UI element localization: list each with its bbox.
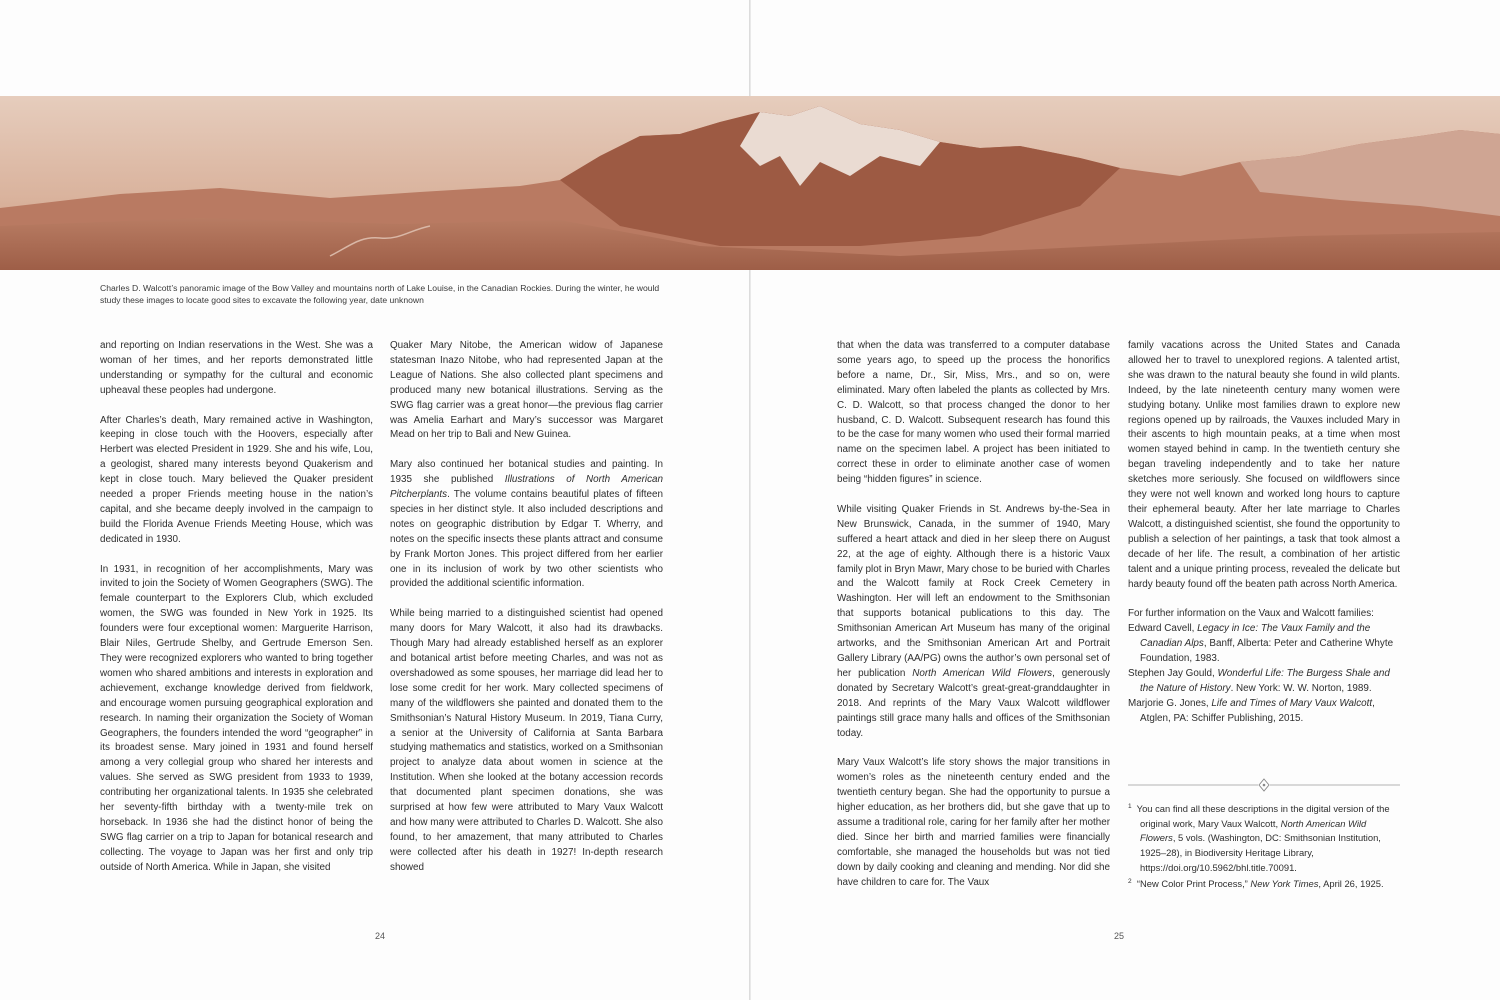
footnote [1128,875,1400,892]
paragraph: and reporting on Indian reservations in the West. She was a woman of her times, and her reports demonstrated little understanding or sympathy for the cultural and economic upheaval these peoples had undergone. [100,340,373,396]
ref-details: . New York: W. W. Norton, 1989. [1230,682,1372,694]
book-title: Illustrations of North American Pitcherplants [390,474,663,501]
reference-item [1128,667,1400,697]
footnote-number: 2 [1128,878,1132,886]
text-run: While visiting Quaker Friends in St. Andrews by-the-Sea in New Brunswick, Canada, in the summer of 1940, Mary suffered a heart attack and died in her sleep there on August 22, at the age of eighty. Although there is a historic Vaux family plot in Bryn Mawr, Mary chose to be buried with Charles and the Walcott family at Rock Creek Cemetery in Washington. Her will left an endowment to the Smithsonian that supports botanical publications to this day. The Smithsonian American Art Museum has many of the original artworks, and the Smithsonian American Art and Portrait Gallery Library (AA/PG) owns the author’s own personal set of her publication [837,503,1110,679]
text-column-4 [1128,339,1400,727]
footnote-text: You can find all these descriptions in the digital version of the original work, Mary Vaux Walcott, [1136,803,1390,829]
mountain-panorama-image [0,96,1500,270]
text-column-3 [837,339,1110,891]
ref-details: , Banff, Alberta: Peter and Catherine Whyte Foundation, 1983. [1140,638,1394,665]
paragraph: Mary Vaux Walcott’s life story shows the major transitions in women’s roles as the nineteenth century ended and the twentieth century began. She had the opportunity to pursue a higher education, as her brothers did, but she gave that up to assume a traditional role, caring for her family after her mother died. Since her birth and married families were financially comfortable, she managed the households but was not tied down by daily cooking and cleaning and mending. Nor did she have children to care for. The Vaux [837,757,1110,888]
footnote-text: “New Color Print Process,” [1136,878,1251,890]
paragraph: In 1931, in recognition of her accomplishments, Mary was invited to join the Society of Women Geographers (SWG). The female counterpart to the Explorers Club, which excluded women, the SWG was founded in New York in 1925. Its founders were four exceptional women: Marguerite Harrison, Blair Niles, Gertrude Shelby, and Gertrude Emerson Sen. They were recognized explorers who wanted to bring together women who shared ambitions and interests in exploration and achievement, exchange knowledge derived from fieldwork, and encourage women pursuing geographical exploration and research. In naming their organization the Society of Woman Geographers, the founders intended the word “geographer” in its broadest sense. Mary joined in 1931 and found herself among a very collegial group who shared her interests and values. She served as SWG president from 1933 to 1939, contributing her organizational talents. In 1935 she celebrated her seventy-fifth birthday with a twenty-mile trek on horseback. In 1936 she had the distinct honor of being the SWG flag carrier on a trip to Japan for botanical research and collecting. The voyage to Japan was her first and only trip outside of North America. While in Japan, she visited [100,563,373,873]
divider-ornament [1128,778,1400,792]
footnote-title: New York Times [1250,878,1319,890]
page-number-right: 25 [1114,931,1125,941]
ref-author: Edward Cavell, [1128,623,1198,635]
ref-title: Wonderful Life: The Burgess Shale and the Nature of History [1140,667,1390,694]
further-reading-heading: For further information on the Vaux and Walcott families: [1128,608,1374,620]
footnote [1128,800,1400,875]
page-number-left: 24 [375,931,386,941]
reference-item [1128,622,1400,667]
ref-author: Stephen Jay Gould, [1128,667,1218,679]
ref-details: , Atglen, PA: Schiffer Publishing, 2015. [1140,697,1375,724]
text-run: Mary also continued her botanical studies and painting. In 1935 she published [390,459,663,486]
reference-item [1128,697,1400,727]
paragraph: After Charles’s death, Mary remained active in Washington, keeping in close touch with the Hoovers, especially after Herbert was elected President in 1929. She and his wife, Lou, a geologist, shared many interests beyond Quakerism and kept in close touch. Mary believed the Quaker president needed a proper Friends meeting house in the nation’s capital, and she became deeply involved in the campaign to build the Florida Avenue Friends Meeting House, which was dedicated in 1930. [100,414,373,545]
footnote-title: North American Wild Flowers [1140,817,1367,844]
footnote-number: 1 [1128,803,1132,810]
ref-author: Marjorie G. Jones, [1128,697,1212,709]
photo-caption: Charles D. Walcott’s panoramic image of the Bow Valley and mountains north of Lake Louise, in the Canadian Rockies. During the winter, he would study these images to locate good sites to excavate the following year, date unknown [100,283,660,305]
ref-title: Life and Times of Mary Vaux Walcott [1211,697,1373,709]
footnotes [1128,800,1400,892]
ref-title: Legacy in Ice: The Vaux Family and the Canadian Alps [1140,623,1371,650]
paragraph [837,503,1110,742]
paragraph: While being married to a distinguished scientist had opened many doors for Mary Walcott, it also had its drawbacks. Though Mary had already established herself as an explorer and botanical artist before meeting Charles, and was not as overshadowed as some spouses, her marriage did lead her to lose some credit for her work. Mary collected specimens of many of the wildflowers she painted and donated them to the Smithsonian’s Natural History Museum. In 2019, Tiana Curry, a senior at the University of California at Santa Barbara studying mathematics and statistics, worked on a Smithsonian project to analyze data about women in science at the Institution. When she looked at the botany accession records that documented plant specimen donations, she was surprised at how few were attributed to Mary Vaux Walcott and how many were attributed to Charles D. Walcott. She also found, to her amazement, that many attributed to Charles were collected after his death in 1927! In-depth research showed [390,608,663,873]
paragraph: that when the data was transferred to a computer database some years ago, to speed up the process the honorifics before a name, Dr., Sir, Miss, Mrs., and so on, were eliminated. Mary often labeled the plants as collected by Mrs. C. D. Walcott, so that process changed the donor to her husband, C. D. Walcott. Subsequent research has found this to be the case for many women who used their formal married name on the specimen label. A project has been initiated to correct these in order to eliminate another case of women being “hidden figures” in science. [837,340,1110,486]
text-run: , generously donated by Secretary Walcott’s great-great-granddaughter in 2018. And reprints of the Mary Vaux Walcott wildflower paintings still grace many halls and offices of the Smithsonian today. [837,667,1111,739]
book-title: North American Wild Flowers [912,667,1053,679]
paragraph: Quaker Mary Nitobe, the American widow of Japanese statesman Inazo Nitobe, who had represented Japan at the League of Nations. She also collected plant specimens and produced many new botanical illustrations. Serving as the SWG flag carrier was a great honor—the previous flag carrier was Amelia Earhart and Mary’s successor was Margaret Mead on her trip to Bali and New Guinea. [390,340,663,441]
text-column-2 [390,339,663,876]
paragraph: family vacations across the United States and Canada allowed her to travel to unexplored regions. A talented artist, she was drawn to the natural beauty she found in wild plants. Indeed, by the late nineteenth century many women were studying botany. Unlike most families drawn to explore new regions opened up by railroads, the Vauxes included Mary in their ascents to high mountain peaks, at a time when most women stayed behind in camp. In the twentieth century she began traveling independently and to take her nature sketches more seriously. She focused on wildflowers since they were not well known and worked long hours to capture their ephemeral beauty. After her late marriage to Charles Walcott, a distinguished scientist, she found the opportunity to publish a selection of her paintings, a task that took almost a decade of her life. The result, a combination of her artistic talent and a unique printing process, revealed the delicate but hardy beauty found off the beaten path across North America. [1128,340,1400,590]
further-reading [1128,607,1400,726]
paragraph [390,458,663,592]
text-run: . The volume contains beautiful plates of fifteen species in her distinct style. It also included descriptions and notes on geographic distribution by Edgar T. Wherry, and notes on the specific insects these plants attract and consume by Frank Morton Jones. This project differed from her earlier one in its inclusion of work by two other scientists who provided the additional scientific information. [390,489,663,590]
footnote-text: , April 26, 1925. [1318,878,1384,890]
text-column-1 [100,339,373,876]
panoramic-photo [0,96,1500,270]
footnote-text: , 5 vols. (Washington, DC: Smithsonian Institution, 1925–28), in Biodiversity Heritage Library, https://doi.org/10.5962/bhl.title.70091. [1140,832,1381,873]
